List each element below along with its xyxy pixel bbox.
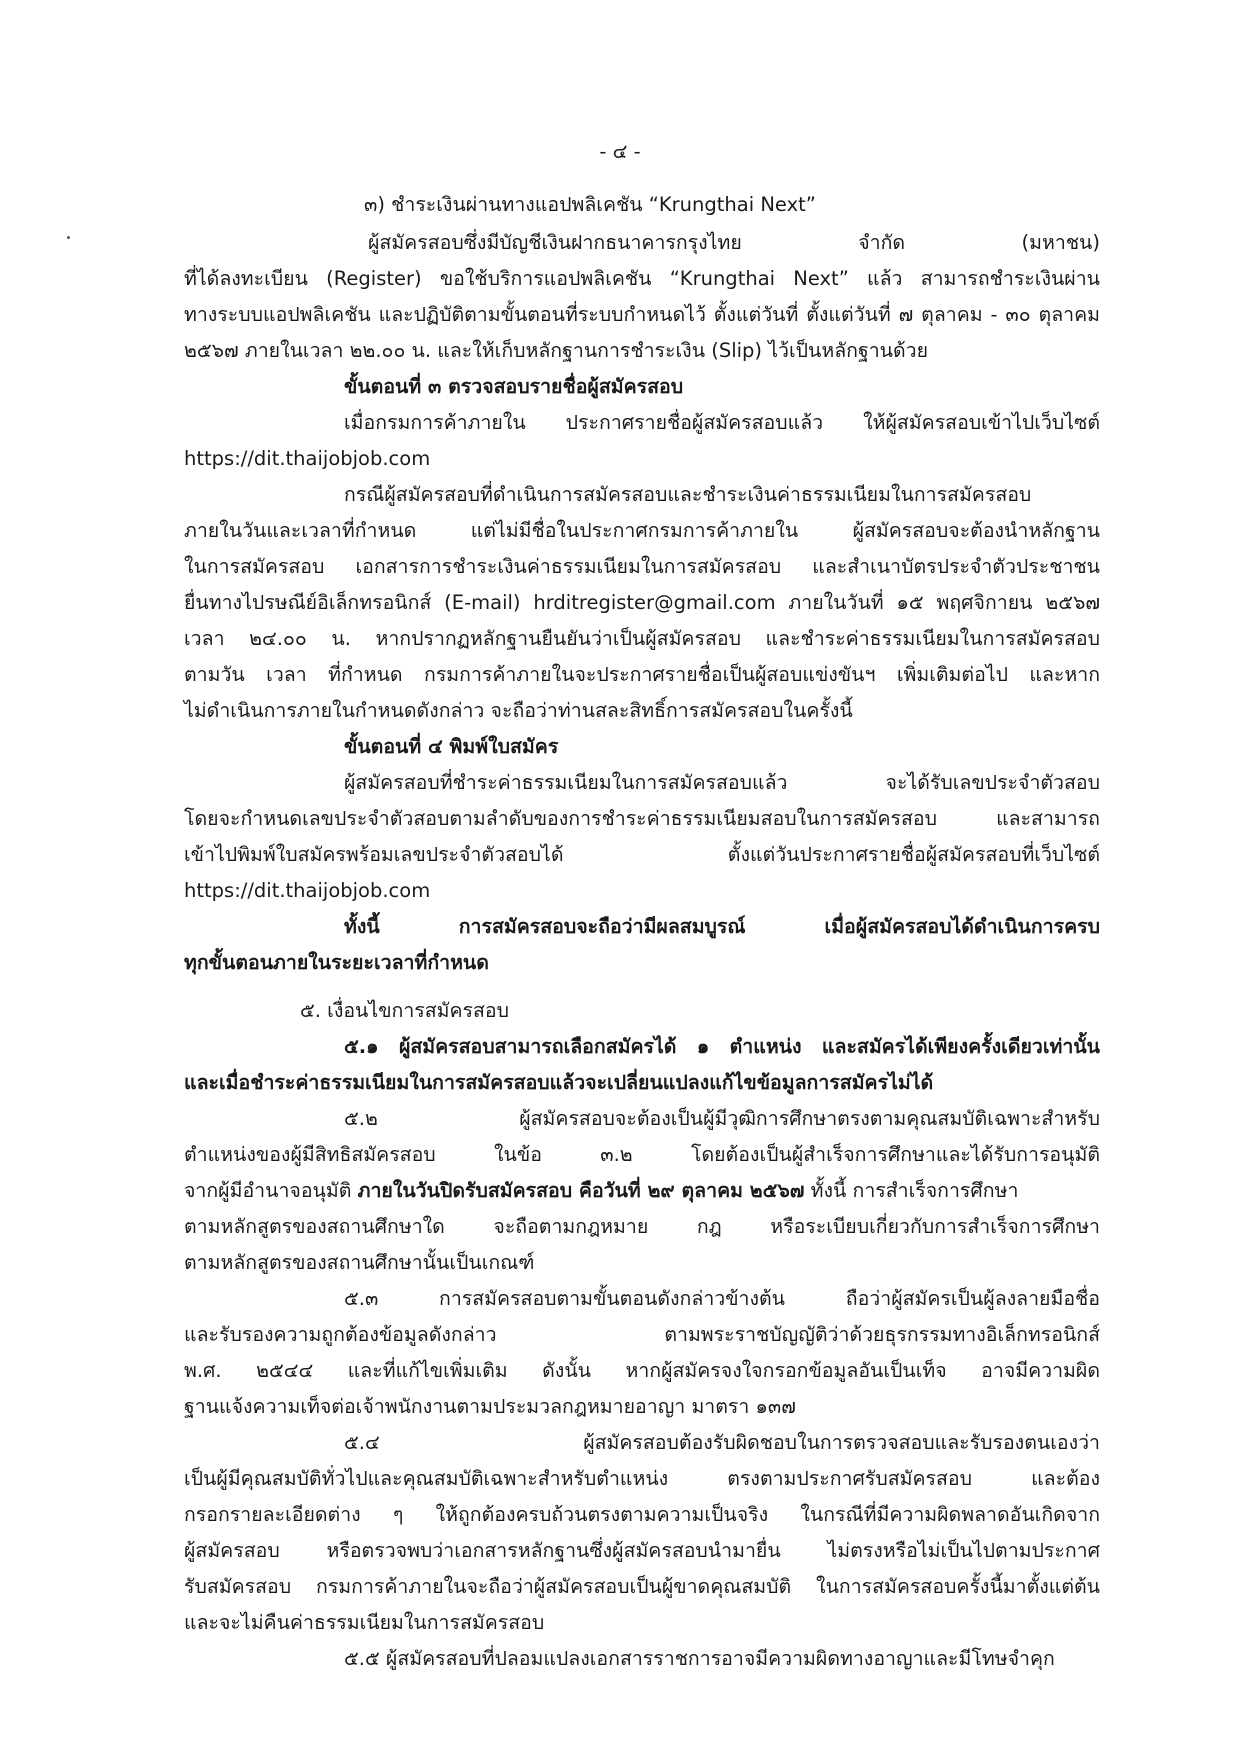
paragraph-line: กรณีผู้สมัครสอบที่ดำเนินการสมัครสอบและชำระเงินค่าธรรมเนียมในการสมัครสอบ	[344, 483, 1032, 506]
paragraph-line: ภายในวันและเวลาที่กำหนด แต่ไม่มีชื่อในประกาศกรมการค้าภายใน ผู้สมัครสอบจะต้องนำหลักฐาน	[184, 519, 1100, 542]
step-4-heading: ขั้นตอนที่ ๔ พิมพ์ใบสมัคร	[344, 735, 559, 758]
paragraph-line: ไม่ดำเนินการภายในกำหนดดังกล่าว จะถือว่าท่านสละสิทธิ์การสมัครสอบในครั้งนี้	[184, 699, 853, 722]
paragraph-line: พ.ศ. ๒๕๔๔ และที่แก้ไขเพิ่มเติม ดังนั้น หากผู้สมัครจงใจกรอกข้อมูลอันเป็นเท็จ อาจมีความผิด	[184, 1359, 1100, 1382]
paragraph-line: ทั้งนี้ การสมัครสอบจะถือว่ามีผลสมบูรณ์ เมื่อผู้สมัครสอบได้ดำเนินการครบ	[344, 915, 1100, 938]
paragraph-line: เป็นผู้มีคุณสมบัติทั่วไปและคุณสมบัติเฉพาะสำหรับตำแหน่ง ตรงตามประกาศรับสมัครสอบ และต้อง	[184, 1467, 1100, 1490]
paragraph-line: ๕.๑ ผู้สมัครสอบสามารถเลือกสมัครได้ ๑ ตำแหน่ง และสมัครได้เพียงครั้งเดียวเท่านั้น	[344, 1035, 1100, 1058]
text-run: จากผู้มีอำนาจอนุมัติ	[184, 1179, 352, 1202]
text-run: ทั้งนี้ การสำเร็จการศึกษา	[810, 1179, 1019, 1202]
page-number: - ๔ -	[599, 140, 641, 163]
paragraph-line: โดยจะกำหนดเลขประจำตัวสอบตามลำดับของการชำระค่าธรรมเนียมสอบในการสมัครสอบ และสามารถ	[184, 807, 1100, 830]
paragraph-line: และเมื่อชำระค่าธรรมเนียมในการสมัครสอบแล้วจะเปลี่ยนแปลงแก้ไขข้อมูลการสมัครไม่ได้	[184, 1071, 934, 1094]
paragraph-line: ทางระบบแอปพลิเคชัน และปฏิบัติตามขั้นตอนที่ระบบกำหนดไว้ ตั้งแต่วันที่ ตั้งแต่วันที่ ๗ ตุลาคม - ๓๐ ตุลาคม	[184, 303, 1100, 326]
scan-speck	[67, 236, 70, 239]
paragraph-line: ในการสมัครสอบ เอกสารการชำระเงินค่าธรรมเนียมในการสมัครสอบ และสำเนาบัตรประจำตัวประชาชน	[184, 555, 1100, 578]
paragraph-line: ที่ได้ลงทะเบียน (Register) ขอใช้บริการแอปพลิเคชัน “Krungthai Next” แล้ว สามารถชำระเงินผ่าน	[184, 267, 1100, 290]
paragraph-line: เมื่อกรมการค้าภายใน ประกาศรายชื่อผู้สมัครสอบแล้ว ให้ผู้สมัครสอบเข้าไปเว็บไซต์	[344, 411, 1100, 434]
paragraph-line: เข้าไปพิมพ์ใบสมัครพร้อมเลขประจำตัวสอบได้ ตั้งแต่วันประกาศรายชื่อผู้สมัครสอบที่เว็บไซต์	[184, 843, 1100, 866]
paragraph-line: ๕.๓ การสมัครสอบตามขั้นตอนดังกล่าวข้างต้น ถือว่าผู้สมัครเป็นผู้ลงลายมือชื่อ	[344, 1287, 1100, 1310]
paragraph-line: ตำแหน่งของผู้มีสิทธิสมัครสอบ ในข้อ ๓.๒ โดยต้องเป็นผู้สำเร็จการศึกษาและได้รับการอนุมัติ	[184, 1143, 1100, 1166]
paragraph-line: ๕.๔ ผู้สมัครสอบต้องรับผิดชอบในการตรวจสอบและรับรองตนเองว่า	[344, 1431, 1100, 1454]
paragraph-line: ยื่นทางไปรษณีย์อิเล็กทรอนิกส์ (E-mail) hrditregister@gmail.com ภายในวันที่ ๑๕ พฤศจิกายน ๒๕๖๗	[184, 591, 1100, 614]
step-3-heading: ขั้นตอนที่ ๓ ตรวจสอบรายชื่อผู้สมัครสอบ	[344, 375, 684, 398]
paragraph-line: ตามหลักสูตรของสถานศึกษานั้นเป็นเกณฑ์	[184, 1251, 535, 1274]
paragraph-line: และรับรองความถูกต้องข้อมูลดังกล่าว ตามพระราชบัญญัติว่าด้วยธุรกรรมทางอิเล็กทรอนิกส์	[184, 1323, 1100, 1346]
paragraph-line: ๕.๕ ผู้สมัครสอบที่ปลอมแปลงเอกสารราชการอาจมีความผิดทางอาญาและมีโทษจำคุก	[344, 1647, 1055, 1670]
deadline-emphasis: ภายในวันปิดรับสมัครสอบ คือวันที่ ๒๙ ตุลาคม ๒๕๖๗	[357, 1179, 805, 1202]
paragraph-line: ตามวัน เวลา ที่กำหนด กรมการค้าภายในจะประกาศรายชื่อเป็นผู้สอบแข่งขันฯ เพิ่มเติมต่อไป และหาก	[184, 663, 1100, 686]
paragraph-line	[184, 1176, 1100, 1206]
website-url: https://dit.thaijobjob.com	[184, 879, 431, 902]
paragraph-line: ๒๕๖๗ ภายในเวลา ๒๒.๐๐ น. และให้เก็บหลักฐานการชำระเงิน (Slip) ไว้เป็นหลักฐานด้วย	[184, 339, 929, 362]
payment-method-heading: ๓) ชำระเงินผ่านทางแอปพลิเคชัน “Krungthai Next”	[364, 193, 816, 216]
paragraph-line: ตามหลักสูตรของสถานศึกษาใด จะถือตามกฎหมาย กฎ หรือระเบียบเกี่ยวกับการสำเร็จการศึกษา	[184, 1215, 1100, 1238]
section-5-heading: ๕. เงื่อนไขการสมัครสอบ	[300, 999, 510, 1022]
paragraph-line: และจะไม่คืนค่าธรรมเนียมในการสมัครสอบ	[184, 1611, 545, 1634]
paragraph-line: ผู้สมัครสอบที่ชำระค่าธรรมเนียมในการสมัครสอบแล้ว จะได้รับเลขประจำตัวสอบ	[344, 771, 1100, 794]
paragraph-line: ผู้สมัครสอบ หรือตรวจพบว่าเอกสารหลักฐานซึ่งผู้สมัครสอบนำมายื่น ไม่ตรงหรือไม่เป็นไปตามประกาศ	[184, 1539, 1100, 1562]
website-url: https://dit.thaijobjob.com	[184, 447, 431, 470]
paragraph-line: ๕.๒ ผู้สมัครสอบจะต้องเป็นผู้มีวุฒิการศึกษาตรงตามคุณสมบัติเฉพาะสำหรับ	[344, 1107, 1100, 1130]
paragraph-line: ผู้สมัครสอบซึ่งมีบัญชีเงินฝากธนาคารกรุงไทย จำกัด (มหาชน)	[368, 231, 1100, 254]
paragraph-line: กรอกรายละเอียดต่าง ๆ ให้ถูกต้องครบถ้วนตรงตามความเป็นจริง ในกรณีที่มีความผิดพลาดอันเกิดจาก	[184, 1503, 1100, 1526]
paragraph-line: ทุกขั้นตอนภายในระยะเวลาที่กำหนด	[184, 951, 489, 974]
paragraph-line: เวลา ๒๔.๐๐ น. หากปรากฏหลักฐานยืนยันว่าเป็นผู้สมัครสอบ และชำระค่าธรรมเนียมในการสมัครสอบ	[184, 627, 1100, 650]
paragraph-line: ฐานแจ้งความเท็จต่อเจ้าพนักงานตามประมวลกฎหมายอาญา มาตรา ๑๓๗	[184, 1395, 796, 1418]
paragraph-line: รับสมัครสอบ กรมการค้าภายในจะถือว่าผู้สมัครสอบเป็นผู้ขาดคุณสมบัติ ในการสมัครสอบครั้งนี้มาตั้งแต่ต้น	[184, 1575, 1100, 1598]
